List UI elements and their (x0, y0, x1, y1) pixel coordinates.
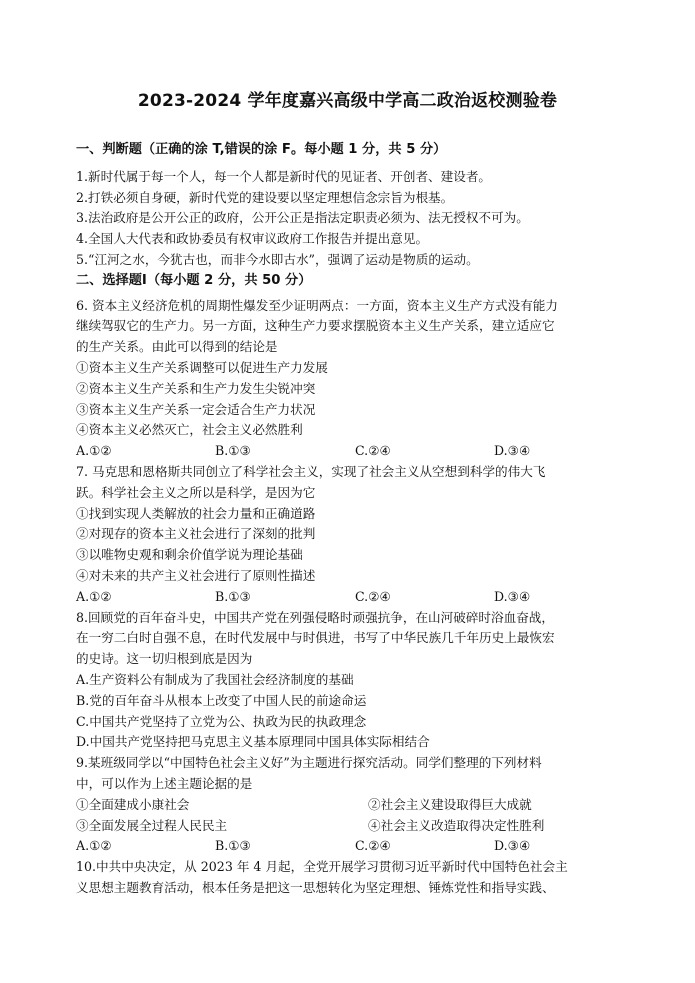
q6-item-4: ④资本主义必然灭亡，社会主义必然胜利 (76, 422, 303, 438)
q7-option-d: D.③④ (494, 588, 531, 604)
tf-question-4: 4.全国人大代表和政协委员有权审议政府工作报告并提出意见。 (76, 231, 429, 247)
q9-option-c: C.②④ (355, 838, 391, 854)
q9-item-2: ②社会主义建设取得巨大成就 (368, 796, 532, 812)
q6-options (76, 441, 621, 462)
q6-option-b: B.①③ (215, 443, 251, 459)
q9-option-d: D.③④ (494, 838, 531, 854)
q8-choice-c: C.中国共产党坚持了立党为公、执政为民的执政理念 (76, 713, 367, 729)
q9-item-1: ①全面建成小康社会 (76, 796, 190, 812)
q9-option-b: B.①③ (215, 838, 251, 854)
q6-stem-line: 的生产关系。由此可以得到的结论是 (76, 339, 278, 355)
q8-choice-b: B.党的百年奋斗从根本上改变了中国人民的前途命运 (76, 692, 367, 708)
tf-question-2: 2.打铁必须自身硬，新时代党的建设要以坚定理想信念宗旨为根基。 (76, 189, 454, 205)
q9-items-row (76, 816, 621, 837)
exam-title: 2023-2024 学年度嘉兴高级中学高二政治返校测验卷 (137, 91, 558, 111)
tf-question-5: 5.“江河之水，今犹古也，而非今水即古水”，强调了运动是物质的运动。 (76, 251, 479, 267)
q6-stem-line: 继续驾驭它的生产力。另一方面，这种生产力要求摆脱资本主义生产关系，建立适应它 (76, 318, 555, 334)
q7-option-b: B.①③ (215, 588, 251, 604)
tf-question-3: 3.法治政府是公开公正的政府，公开公正是指法定职责必须为、法无授权不可为。 (76, 210, 529, 226)
q7-stem-line: 7. 马克思和恩格斯共同创立了科学社会主义，实现了社会主义从空想到科学的伟大飞 (76, 463, 546, 479)
q6-item-1: ①资本主义生产关系调整可以促进生产力发展 (76, 359, 328, 375)
q7-stem-line: 跃。科学社会主义之所以是科学，是因为它 (76, 484, 316, 500)
q7-item-1: ①找到实现人类解放的社会力量和正确道路 (76, 505, 316, 521)
q7-option-c: C.②④ (355, 588, 391, 604)
exam-content (76, 140, 621, 899)
q8-choice-d: D.中国共产党坚持把马克思主义基本原理同中国具体实际相结合 (76, 734, 430, 750)
q6-item-3: ③资本主义生产关系一定会适合生产力状况 (76, 401, 316, 417)
section-heading-true-false: 一、判断题（正确的涂 T,错误的涂 F。每小题 1 分，共 5 分） (76, 142, 447, 157)
q9-item-3: ③全面发展全过程人民民主 (76, 817, 228, 833)
q6-stem-line: 6. 资本主义经济危机的周期性爆发至少证明两点：一方面，资本主义生产方式没有能力 (76, 297, 558, 313)
q9-items-row (76, 795, 621, 816)
q9-stem-line: 中，可以作为上述主题论据的是 (76, 775, 253, 791)
q10-stem-line: 10.中共中央决定，从 2023 年 4 月起，全党开展学习贯彻习近平新时代中国特色社会主 (76, 859, 568, 875)
q7-item-4: ④对未来的共产主义社会进行了原则性描述 (76, 567, 316, 583)
q9-options (76, 836, 621, 857)
q7-option-a: A.①② (76, 588, 112, 604)
q7-item-3: ③以唯物史观和剩余价值学说为理论基础 (76, 547, 303, 563)
q6-option-c: C.②④ (355, 443, 391, 459)
q6-option-d: D.③④ (494, 443, 531, 459)
q8-choice-a: A.生产资料公有制成为了我国社会经济制度的基础 (76, 671, 354, 687)
q6-item-2: ②资本主义生产关系和生产力发生尖锐冲突 (76, 380, 316, 396)
q9-item-4: ④社会主义改造取得决定性胜利 (368, 817, 545, 833)
section-heading-multiple-choice: 二、选择题Ⅰ（每小题 2 分，共 50 分） (76, 272, 312, 288)
tf-question-1: 1.新时代属于每一个人，每一个人都是新时代的见证者、开创者、建设者。 (76, 168, 492, 184)
q8-stem-line: 的史诗。这一切归根到底是因为 (76, 651, 253, 667)
q7-options (76, 587, 621, 608)
q8-stem-line: 8.回顾党的百年奋斗史，中国共产党在列强侵略时顽强抗争，在山河破碎时浴血奋战， (76, 609, 554, 625)
q6-option-a: A.①② (76, 443, 112, 459)
q8-stem-line: 在一穷二白时自强不息，在时代发展中与时俱进，书写了中华民族几千年历史上最恢宏 (76, 630, 555, 646)
q9-stem-line: 9.某班级同学以“中国特色社会主义好”为主题进行探究活动。同学们整理的下列材料 (76, 755, 542, 771)
q10-stem-line: 义思想主题教育活动，根本任务是把这一思想转化为坚定理想、锤炼党性和指导实践、 (76, 879, 555, 895)
q9-option-a: A.①② (76, 838, 112, 854)
q7-item-2: ②对现存的资本主义社会进行了深刻的批判 (76, 526, 316, 542)
